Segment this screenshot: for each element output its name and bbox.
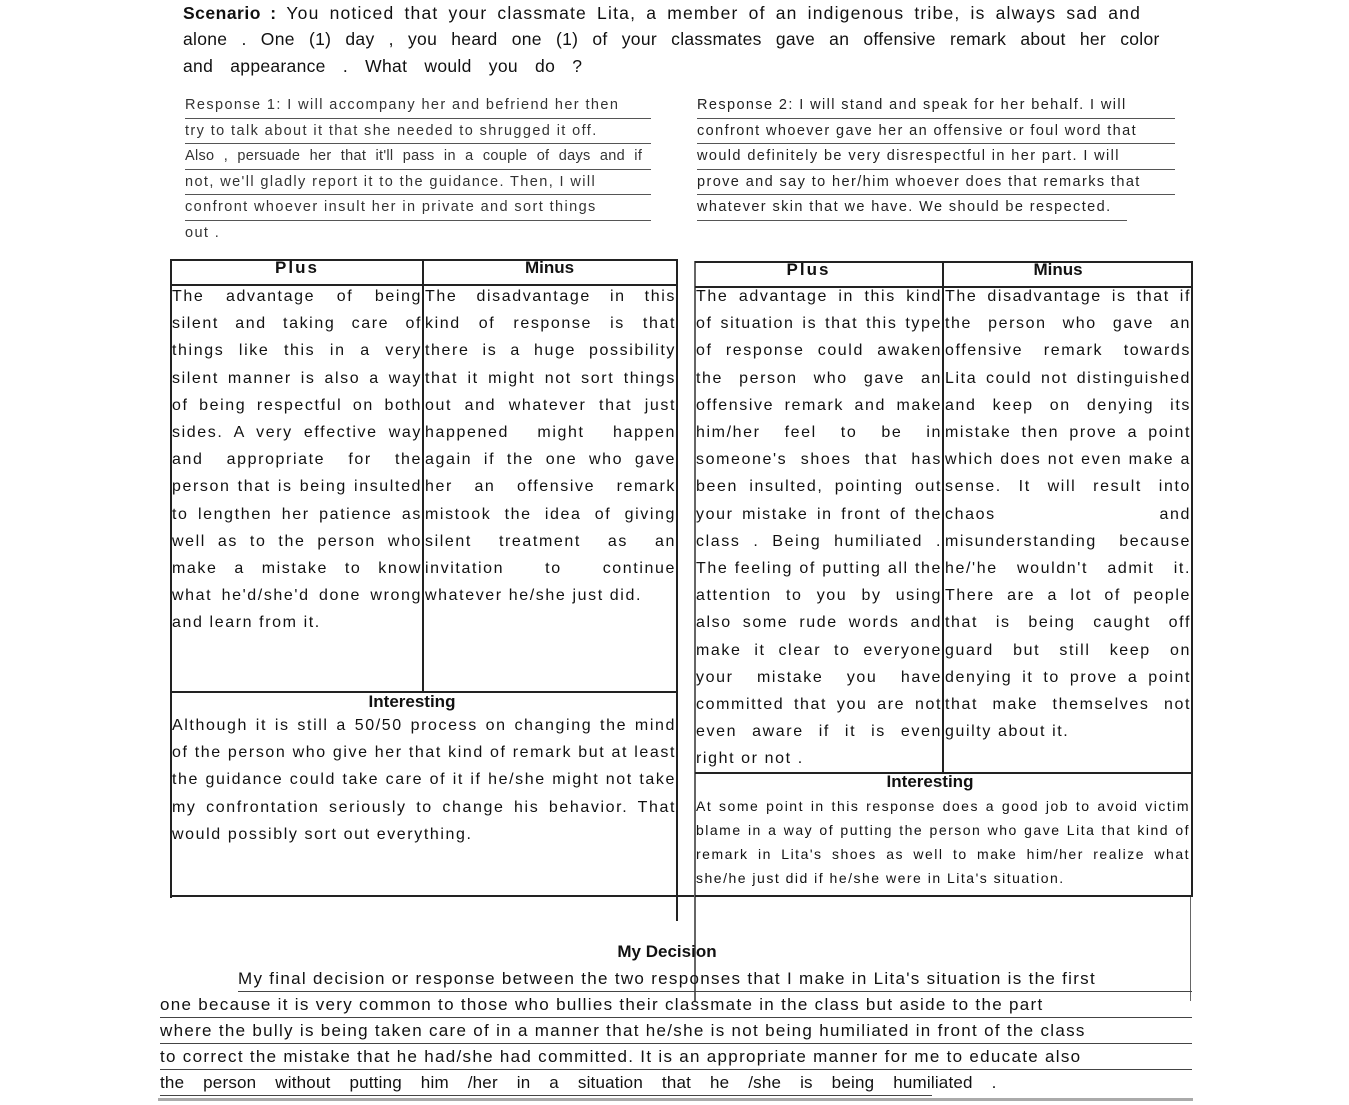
table-1-interesting-cell: Although it is still a 50/50 process on changing the mind of the person who give her that kind of remark but at least the guidance could take care of it if he/she might not take my confrontation seriously to change his behavior. That would possibly sort out everything. bbox=[172, 717, 676, 843]
response-2-line: whatever skin that we have. We should be respected. bbox=[697, 195, 1127, 221]
table-1-border bbox=[676, 259, 678, 921]
scenario-paragraph bbox=[183, 0, 1185, 79]
response-2-line: prove and say to her/him whoever does that remarks that bbox=[697, 170, 1175, 196]
decision-line: the person without putting him /her in a situation that he /she is being humiliated . bbox=[160, 1070, 932, 1096]
table-1-border bbox=[170, 895, 695, 897]
response-1-line: confront whoever insult her in private and sort things bbox=[185, 195, 651, 221]
decision-title: My Decision bbox=[617, 942, 717, 961]
table-2-plus-header: Plus bbox=[786, 260, 831, 279]
table-1-plus-cell: The advantage of being silent and taking care of things like this in a very silent manner is also a way of being respectful on both sides. A very effective way and appropriate for the person that is being insulted to lengthen her patience as well as to the person who make a mistake to know what he'd/she'd done wrong and learn from it. bbox=[172, 288, 422, 632]
bottom-rule bbox=[158, 1098, 1193, 1101]
response-1 bbox=[185, 93, 651, 245]
scenario-label: Scenario : bbox=[183, 3, 277, 23]
table-2-border bbox=[1191, 261, 1193, 897]
scenario-line-2: alone . One (1) day , you heard one (1) of your classmates gave an offensive remark about her color bbox=[183, 29, 1160, 49]
response-2 bbox=[697, 93, 1175, 221]
table-2-border bbox=[942, 261, 944, 773]
decision-paragraph bbox=[160, 966, 1192, 1096]
scenario-text-1: You noticed that your classmate Lita, a member of an indigenous tribe, is always sad and bbox=[286, 3, 1142, 23]
table-1-interesting-header: Interesting bbox=[368, 692, 456, 711]
response-2-line: Response 2: I will stand and speak for her behalf. I will bbox=[697, 93, 1175, 119]
response-1-line: out . bbox=[185, 224, 221, 241]
scenario-line-3: and appearance . What would you do ? bbox=[183, 56, 583, 76]
table-2-plus-cell: The advantage in this kind of situation is that this type of response could awaken the person who gave an offensive remark and make him/her feel to be in someone's shoes that has been insulted, pointing out your mistake in front of the class . Being humiliated . The feeling of putting all the attention to you by using also some rude words and make it clear to everyone your mistake you have committed that you are not even aware if it is even right or not . bbox=[696, 288, 942, 768]
response-2-line: confront whoever gave her an offensive or foul word that bbox=[697, 119, 1175, 145]
decision-line: to correct the mistake that he had/she had committed. It is an appropriate manner for me to educate also bbox=[160, 1044, 1192, 1070]
response-1-line: try to talk about it that she needed to shrugged it off. bbox=[185, 119, 651, 145]
table-2-interesting-cell: At some point in this response does a good job to avoid victim blame in a way of putting the person who gave Lita that kind of remark in Lita's shoes as well to make him/her realize what she/he just did if he/she were in Lita's situation. bbox=[696, 798, 1190, 886]
table-1-border bbox=[422, 259, 424, 691]
table-1-plus-header: Plus bbox=[275, 258, 319, 277]
response-2-line: would definitely be very disrespectful in her part. I will bbox=[697, 144, 1175, 170]
response-1-line: not, we'll gladly report it to the guidance. Then, I will bbox=[185, 170, 651, 196]
table-2-border bbox=[695, 895, 1193, 897]
scenario-line-1 bbox=[183, 0, 1185, 26]
decision-line: where the bully is being taken care of in a manner that he/she is not being humiliated in front of the class bbox=[160, 1018, 1192, 1044]
decision-line: one because it is very common to those who bullies their classmate in the class but aside to the part bbox=[160, 992, 1192, 1018]
table-2-interesting-header: Interesting bbox=[886, 772, 974, 791]
table-1-minus-header: Minus bbox=[524, 258, 575, 277]
table-2-minus-cell: The disadvantage is that if the person who gave an offensive remark towards Lita could not distinguished and keep on denying its mistake then prove a point which does not even make a sense. It will result into chaos and misunderstanding because he/'he wouldn't admit it. There are a lot of people that is being caught off guard but still keep on denying it to prove a point that make themselves not guilty about it. bbox=[945, 288, 1191, 741]
decision-line: My final decision or response between the two responses that I make in Lita's situation is the first bbox=[238, 966, 1192, 992]
table-1-minus-cell: The disadvantage in this kind of response is that there is a huge possibility that it might not sort things out and whatever that just happened might happen again if the one who gave her an offensive remark mistook the idea of giving silent treatment as an invitation to continue whatever he/she just did. bbox=[425, 288, 676, 605]
response-1-line: Response 1: I will accompany her and befriend her then bbox=[185, 93, 651, 119]
response-1-line: Also , persuade her that it'll pass in a couple of days and if bbox=[185, 144, 651, 170]
table-2-minus-header: Minus bbox=[1033, 260, 1083, 279]
